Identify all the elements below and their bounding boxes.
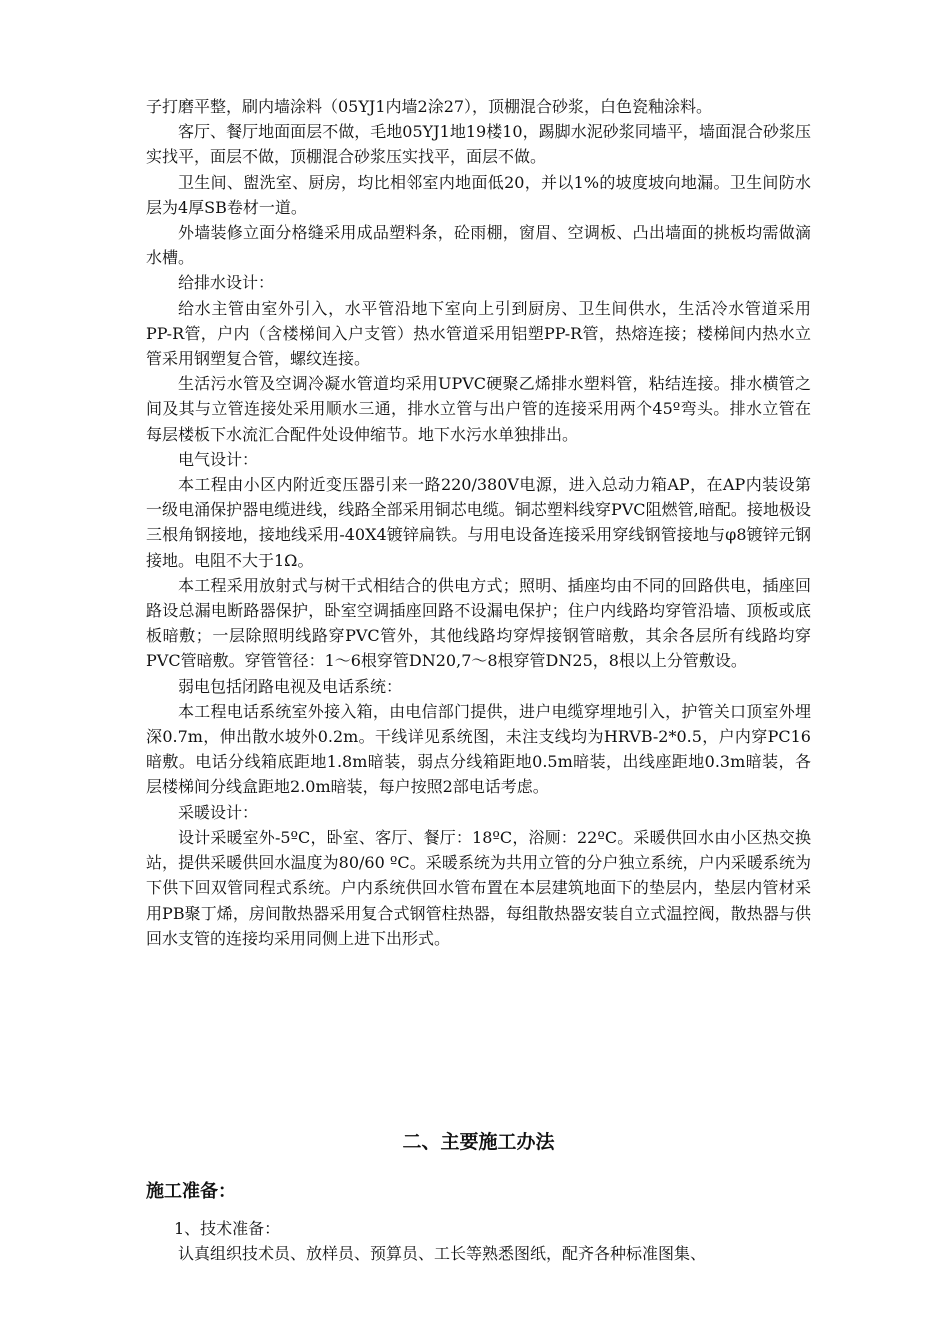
paragraph: 设计采暖室外-5ºC，卧室、客厅、餐厅：18ºC，浴厕：22ºC。采暖供回水由小区热交换站，提供采暖供回水温度为80/60 ºC。采暖系统为共用立管的分户独立系统，户内采暖系统为下供下回双管同程式系统。户内系统供回水管布置在本层建筑地面下的垫层内，垫层内管材采用PB聚丁烯，房间散热器采用复合式钢管柱热器，每组散热器安装自立式温控阀，散热器与供回水支管的连接均采用同侧上进下出形式。	[146, 827, 811, 948]
paragraph: 本工程由小区内附近变压器引来一路220/380V电源，进入总动力箱AP，在AP内装设第一级电涌保护器电缆进线，线路全部采用铜芯电缆。铜芯塑料线穿PVC阻燃管,暗配。接地极设三根角钢接地，接地线采用-40X4镀锌扁铁。与用电设备连接采用穿线钢管接地与φ8镀锌元钢接地。电阻不大于1Ω。	[146, 475, 811, 570]
list-item-heading: 1、技术准备：	[174, 1219, 281, 1238]
paragraph: 弱电包括闭路电视及电话系统：	[178, 676, 403, 696]
subsection-heading: 施工准备：	[146, 1181, 236, 1202]
paragraph: 子打磨平整，刷内墙涂料（05YJ1内墙2涂27），顶棚混合砂浆，白色瓷釉涂料。	[146, 97, 713, 116]
paragraph: 电气设计：	[178, 449, 259, 469]
paragraph: 本工程采用放射式与树干式相结合的供电方式；照明、插座均由不同的回路供电，插座回路设总漏电断路器保护，卧室空调插座回路不设漏电保护；住户内线路均穿管沿墙、顶板或底板暗敷；一层除照明线路穿PVC管外，其他线路均穿焊接钢管暗敷，其余各层所有线路均穿PVC管暗敷。穿管管径：1～6根穿管DN20,7～8根穿管DN25，8根以上分管敷设。	[146, 575, 811, 671]
paragraph: 客厅、餐厅地面面层不做，毛地05YJ1地19楼10，踢脚水泥砂浆同墙平，墙面混合砂浆压实找平，面层不做，顶棚混合砂浆压实找平，面层不做。	[146, 122, 811, 167]
section-body	[146, 1216, 816, 1266]
paragraph: 卫生间、盥洗室、厨房，均比相邻室内地面低20，并以1%的坡度坡向地漏。卫生间防水层为4厚SB卷材一道。	[146, 172, 811, 217]
paragraph: 给水主管由室外引入，水平管沿地下室向上引到厨房、卫生间供水，生活冷水管道采用PP-R管，户内（含楼梯间入户支管）热水管道采用铝塑PP-R管，热熔连接；楼梯间内热水立管采用钢塑复合管，螺纹连接。	[146, 298, 811, 369]
paragraph: 认真组织技术员、放样员、预算员、工长等熟悉图纸，配齐各种标准图集、	[178, 1244, 707, 1264]
paragraph: 本工程电话系统室外接入箱，由电信部门提供，进户电缆穿埋地引入，护管关口顶室外埋深0.7m，伸出散水坡外0.2m。干线详见系统图，未注支线均为HRVB-2*0.5，户内穿PC16暗敷。电话分线箱底距地1.8m暗装，弱点分线箱距地0.5m暗装，出线座距地0.3m暗装，各层楼梯间分线盒距地2.0m暗装，每户按照2部电话考虑。	[146, 701, 811, 797]
paragraph: 采暖设计：	[178, 802, 259, 822]
section-heading: 二、主要施工办法	[402, 1131, 555, 1153]
paragraph: 给排水设计：	[178, 273, 275, 293]
paragraph: 生活污水管及空调冷凝水管道均采用UPVC硬聚乙烯排水塑料管，粘结连接。排水横管之间及其与立管连接处采用顺水三通，排水立管与出户管的连接采用两个45º弯头。排水立管在每层楼板下水流汇合配件处设伸缩节。地下水污水单独排出。	[146, 374, 811, 444]
document-body	[146, 94, 811, 951]
paragraph: 外墙装修立面分格缝采用成品塑料条，砼雨棚，窗眉、空调板、凸出墙面的挑板均需做滴水槽。	[146, 223, 811, 268]
